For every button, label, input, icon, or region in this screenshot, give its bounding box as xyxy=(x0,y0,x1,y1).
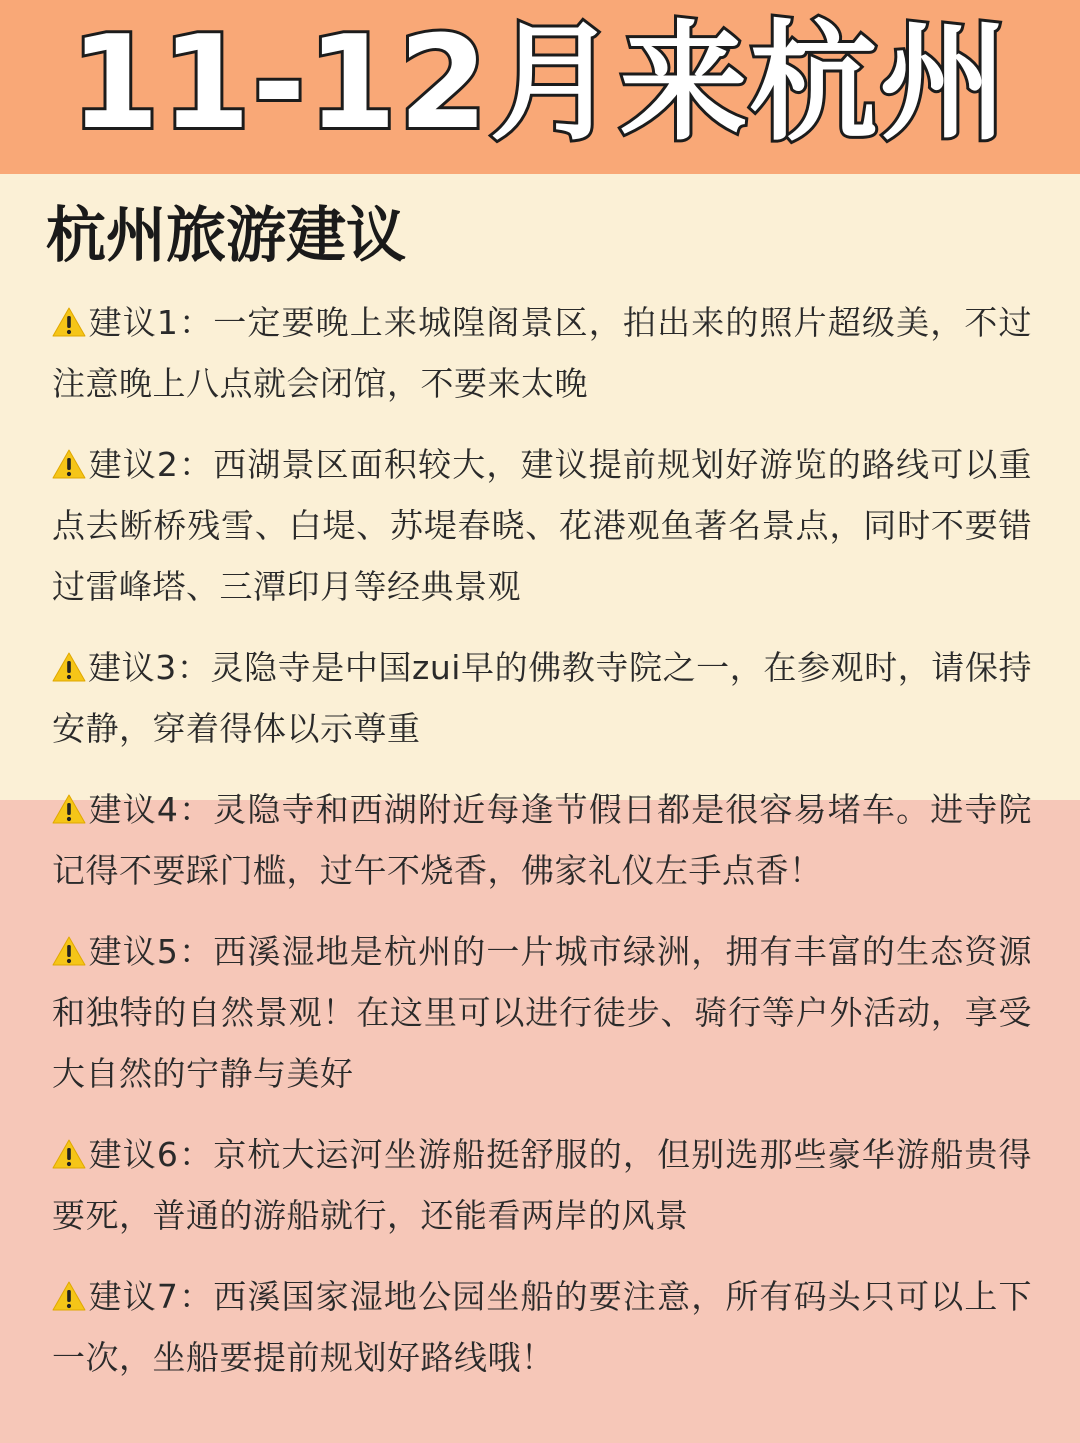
tip-text: 建议2：西湖景区面积较大，建议提前规划好游览的路线可以重点去断桥残雪、白堤、苏堤春晓、花港观鱼著名景点，同时不要错过雷峰塔、三潭印月等经典景观 xyxy=(52,445,1032,606)
tip-text: 建议7：西溪国家湿地公园坐船的要注意，所有码头只可以上下一次，坐船要提前规划好路线哦！ xyxy=(52,1277,1032,1377)
tip-text: 建议6：京杭大运河坐游船挺舒服的，但别选那些豪华游船贵得要死，普通的游船就行，还能看两岸的风景 xyxy=(52,1135,1032,1235)
tip-item xyxy=(52,637,1032,759)
content-area xyxy=(46,196,1032,1408)
tip-text: 建议5：西溪湿地是杭州的一片城市绿洲，拥有丰富的生态资源和独特的自然景观！在这里可以进行徒步、骑行等户外活动，享受大自然的宁静与美好 xyxy=(52,932,1032,1093)
tips-list xyxy=(52,292,1032,1388)
title-banner xyxy=(0,0,1080,174)
warning-icon xyxy=(52,794,86,824)
tip-item xyxy=(52,1266,1032,1388)
warning-icon xyxy=(52,652,86,682)
warning-icon xyxy=(52,449,86,479)
warning-icon xyxy=(52,1139,86,1169)
tip-text: 建议1：一定要晚上来城隍阁景区，拍出来的照片超级美，不过注意晚上八点就会闭馆，不要来太晚 xyxy=(52,303,1032,403)
tip-item xyxy=(52,434,1032,617)
warning-icon xyxy=(52,936,86,966)
tip-item xyxy=(52,292,1032,414)
tip-item xyxy=(52,921,1032,1104)
tip-text: 建议4：灵隐寺和西湖附近每逢节假日都是很容易堵车。进寺院记得不要踩门槛，过午不烧香，佛家礼仪左手点香！ xyxy=(52,790,1032,890)
tip-item xyxy=(52,779,1032,901)
warning-icon xyxy=(52,1281,86,1311)
warning-icon xyxy=(52,307,86,337)
section-title: 杭州旅游建议 xyxy=(46,201,406,271)
tip-text: 建议3：灵隐寺是中国zui早的佛教寺院之一，在参观时，请保持安静，穿着得体以示尊重 xyxy=(52,648,1032,748)
tip-item xyxy=(52,1124,1032,1246)
page-title: 11-12月来杭州 xyxy=(70,9,1010,158)
